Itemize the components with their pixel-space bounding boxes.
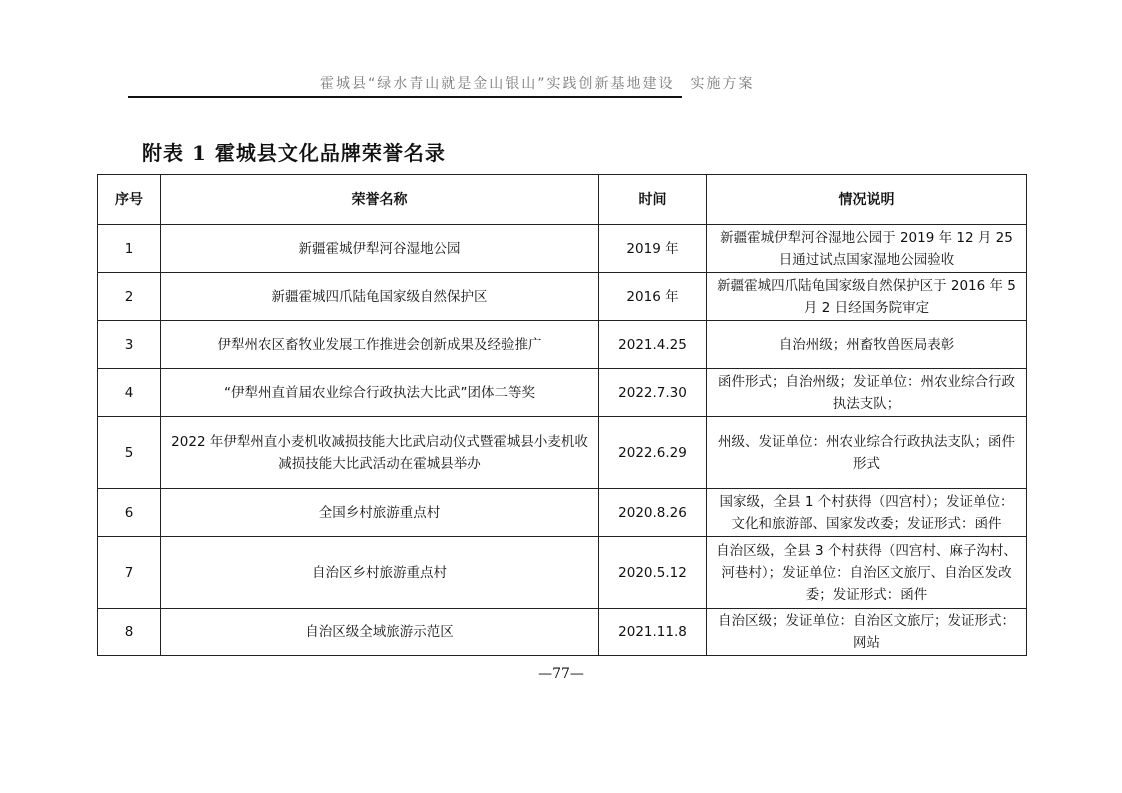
table-row [98, 369, 1027, 417]
cell-description: 自治区级，全县 3 个村获得（四宫村、麻子沟村、河巷村）；发证单位：自治区文旅厅、自治区发改委；发证形式：函件 [707, 537, 1027, 609]
cell-name: “伊犁州直首届农业综合行政执法大比武”团体二等奖 [161, 369, 599, 417]
table-row [98, 273, 1027, 321]
cell-time: 2022.7.30 [599, 369, 707, 417]
cell-name: 新疆霍城四爪陆龟国家级自然保护区 [161, 273, 599, 321]
cell-description: 州级、发证单位：州农业综合行政执法支队；函件形式 [707, 417, 1027, 489]
header-rule [128, 96, 682, 98]
cell-no: 5 [98, 417, 161, 489]
table-row [98, 489, 1027, 537]
cell-description: 新疆霍城伊犁河谷湿地公园于 2019 年 12 月 25 日通过试点国家湿地公园验收 [707, 225, 1027, 273]
column-header-time: 时间 [599, 175, 707, 225]
cell-no: 1 [98, 225, 161, 273]
table-title: 附表 1 霍城县文化品牌荣誉名录 [142, 141, 446, 165]
cell-time: 2022.6.29 [599, 417, 707, 489]
table-row [98, 609, 1027, 656]
cell-description: 自治州级；州畜牧兽医局表彰 [707, 321, 1027, 369]
cell-description: 函件形式；自治州级；发证单位：州农业综合行政执法支队； [707, 369, 1027, 417]
cell-time: 2019 年 [599, 225, 707, 273]
cell-no: 7 [98, 537, 161, 609]
column-header-name: 荣誉名称 [161, 175, 599, 225]
cell-time: 2020.8.26 [599, 489, 707, 537]
cell-name: 新疆霍城伊犁河谷湿地公园 [161, 225, 599, 273]
cell-no: 2 [98, 273, 161, 321]
table-header-row [98, 175, 1027, 225]
cell-no: 3 [98, 321, 161, 369]
cell-time: 2016 年 [599, 273, 707, 321]
table-row [98, 225, 1027, 273]
column-header-no: 序号 [98, 175, 161, 225]
running-header: 霍城县“绿水青山就是金山银山”实践创新基地建设 实施方案 [320, 76, 755, 92]
cell-name: 2022 年伊犁州直小麦机收减损技能大比武启动仪式暨霍城县小麦机收减损技能大比武活动在霍城县举办 [161, 417, 599, 489]
cell-time: 2020.5.12 [599, 537, 707, 609]
cell-name: 自治区级全域旅游示范区 [161, 609, 599, 656]
cell-name: 自治区乡村旅游重点村 [161, 537, 599, 609]
cell-no: 8 [98, 609, 161, 656]
cell-name: 伊犁州农区畜牧业发展工作推进会创新成果及经验推广 [161, 321, 599, 369]
honors-table [97, 174, 1027, 656]
cell-time: 2021.11.8 [599, 609, 707, 656]
cell-no: 6 [98, 489, 161, 537]
cell-no: 4 [98, 369, 161, 417]
table-row [98, 321, 1027, 369]
cell-time: 2021.4.25 [599, 321, 707, 369]
cell-description: 自治区级；发证单位：自治区文旅厅；发证形式：网站 [707, 609, 1027, 656]
page-number: —77— [538, 666, 584, 682]
cell-name: 全国乡村旅游重点村 [161, 489, 599, 537]
table-row [98, 417, 1027, 489]
table-row [98, 537, 1027, 609]
cell-description: 新疆霍城四爪陆龟国家级自然保护区于 2016 年 5 月 2 日经国务院审定 [707, 273, 1027, 321]
column-header-description: 情况说明 [707, 175, 1027, 225]
cell-description: 国家级，全县 1 个村获得（四宫村）；发证单位：文化和旅游部、国家发改委；发证形式：函件 [707, 489, 1027, 537]
